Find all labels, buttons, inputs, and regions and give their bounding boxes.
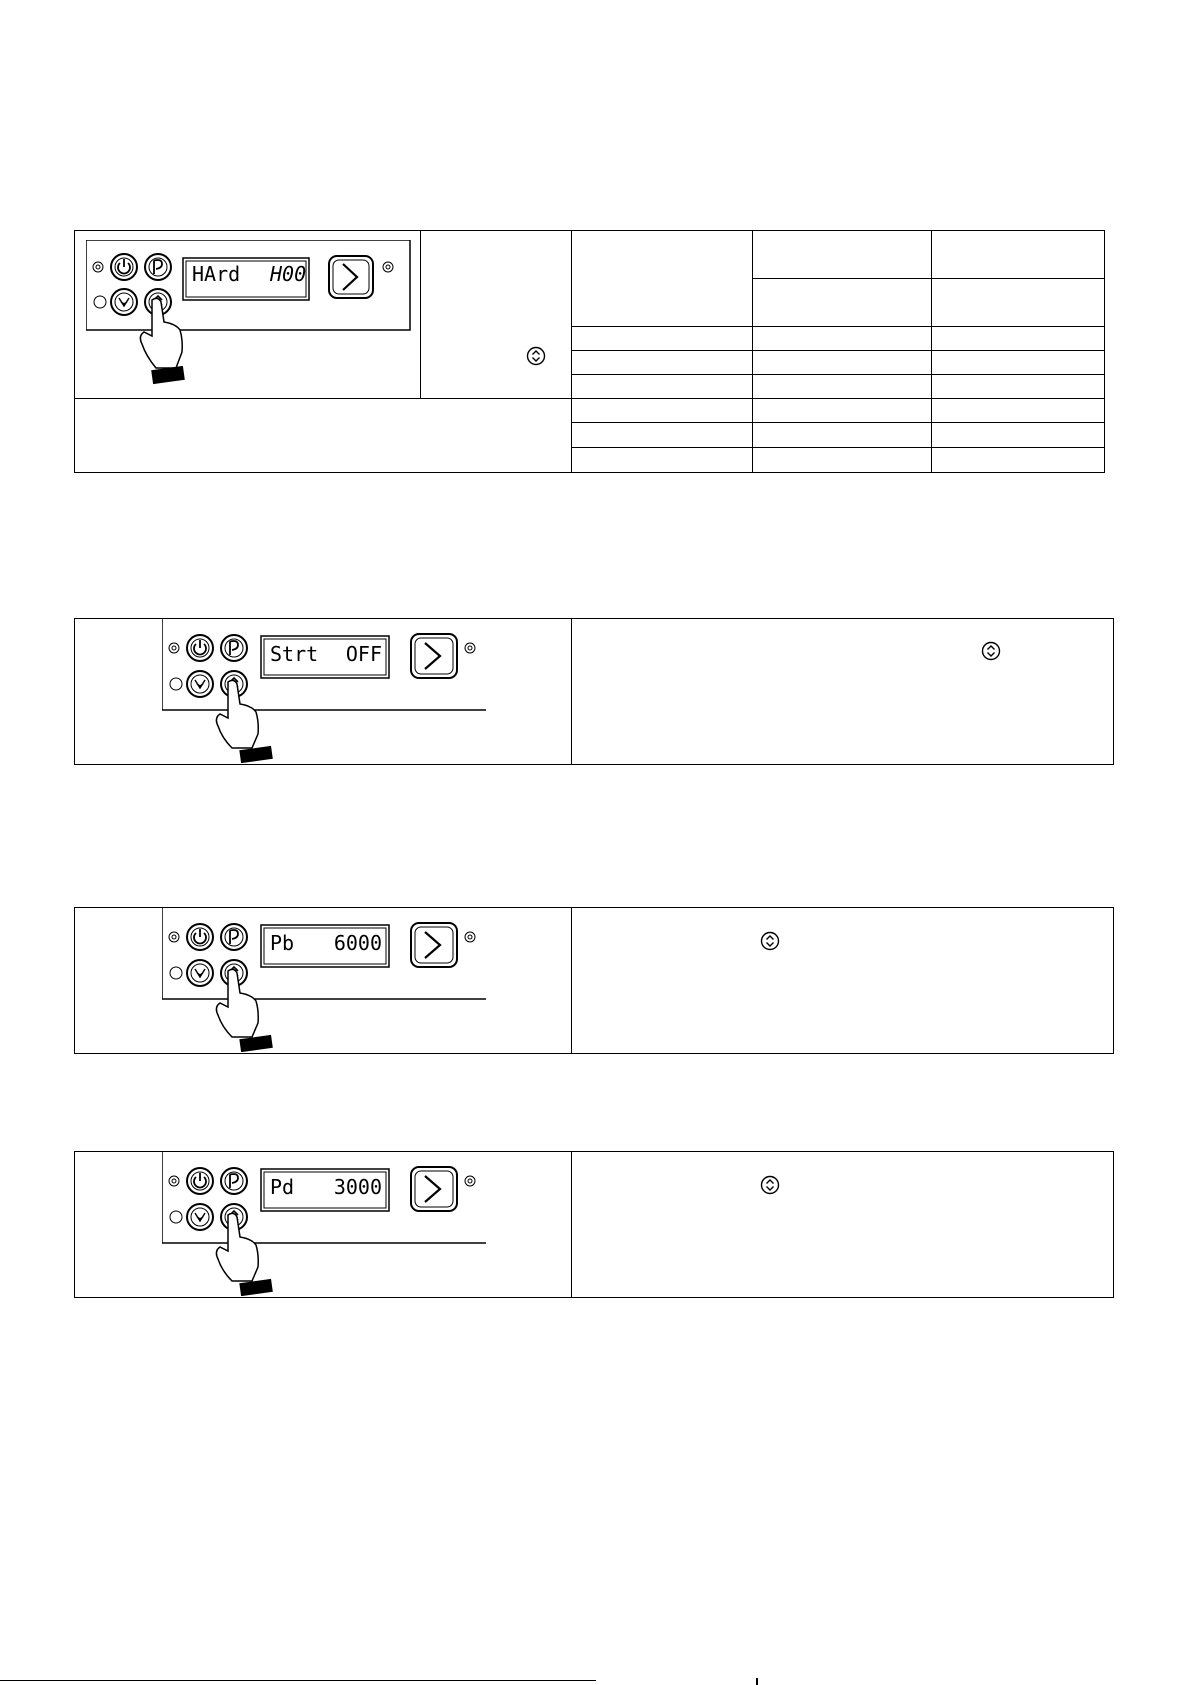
- display-value: OFF: [345, 642, 382, 666]
- power-icon: [187, 924, 213, 950]
- table-divider: [74, 398, 1105, 399]
- display-value: H00: [270, 262, 307, 286]
- right-arrow-icon: [329, 256, 373, 298]
- right-arrow-icon: [411, 923, 457, 967]
- control-panel-illustration: [86, 240, 412, 390]
- table-divider: [931, 230, 932, 473]
- program-icon: [145, 254, 171, 280]
- program-icon: [221, 635, 247, 661]
- program-icon: [221, 924, 247, 950]
- display-label: Pb: [270, 931, 295, 955]
- power-icon: [187, 635, 213, 661]
- fan-icon: [187, 1204, 213, 1230]
- power-icon: [187, 1168, 213, 1194]
- table-divider: [571, 447, 1105, 448]
- control-panel-illustration: [162, 1151, 486, 1296]
- table-divider: [752, 230, 753, 473]
- display-label: Pd: [270, 1175, 295, 1199]
- control-panel-illustration: [162, 907, 486, 1052]
- display-value: 3000: [333, 1175, 382, 1199]
- table-divider: [420, 230, 421, 398]
- up-down-icon: [760, 931, 780, 951]
- fan-icon: [187, 960, 213, 986]
- table-divider: [571, 374, 1105, 375]
- up-down-icon: [981, 641, 1001, 661]
- right-arrow-icon: [411, 634, 457, 678]
- table-divider: [571, 618, 572, 765]
- table-divider: [571, 230, 572, 473]
- table-divider: [571, 326, 1105, 327]
- table-divider: [571, 907, 572, 1054]
- table-divider: [571, 1151, 572, 1298]
- display-value: 6000: [333, 931, 382, 955]
- right-arrow-icon: [411, 1167, 457, 1211]
- program-icon: [221, 1168, 247, 1194]
- footer-mark: [756, 1678, 758, 1685]
- table-divider: [571, 422, 1105, 423]
- display-label: HArd: [192, 262, 241, 286]
- up-down-icon: [526, 346, 546, 366]
- up-down-icon: [760, 1175, 780, 1195]
- footer-rule: [0, 1680, 596, 1681]
- table-divider: [752, 278, 1105, 279]
- fan-icon: [187, 671, 213, 697]
- power-icon: [111, 254, 137, 280]
- display-label: Strt: [270, 642, 319, 666]
- fan-icon: [111, 289, 137, 315]
- pointing-hand-icon: [140, 298, 184, 384]
- table-divider: [571, 350, 1105, 351]
- control-panel-illustration: [162, 618, 486, 763]
